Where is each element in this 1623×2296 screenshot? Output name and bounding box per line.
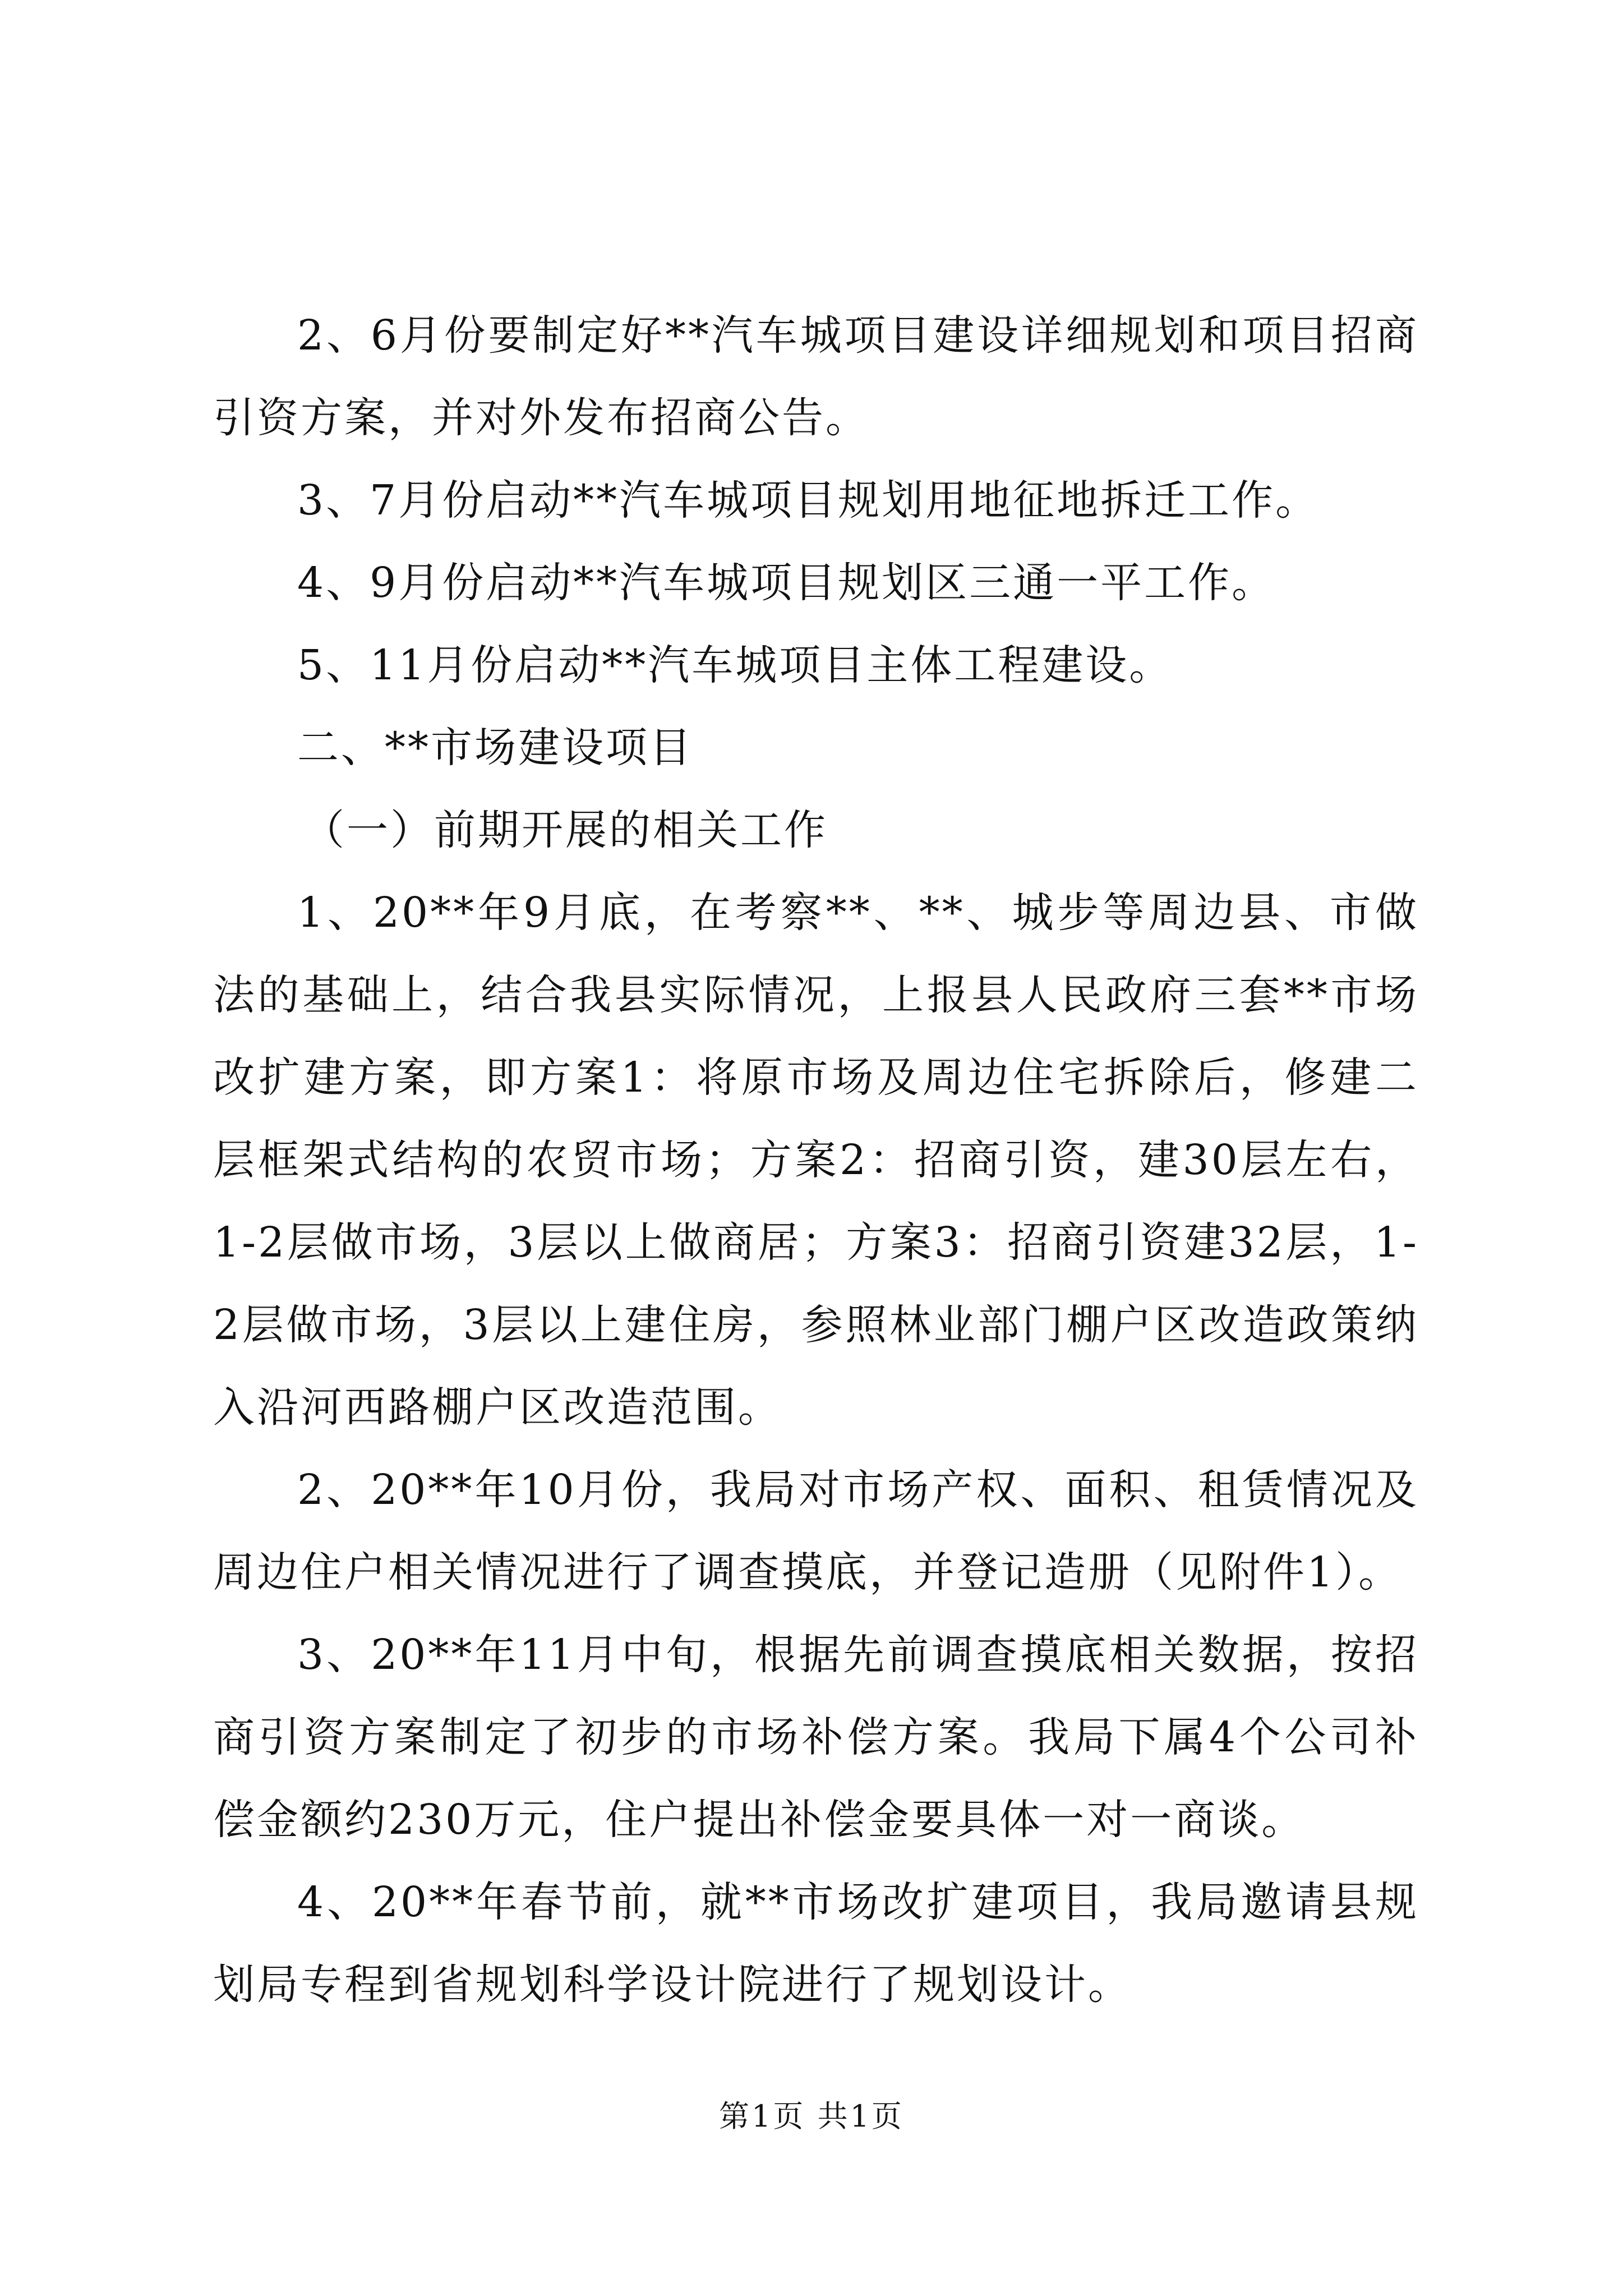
paragraph-item-3: 3、7月份启动**汽车城项目规划用地征地拆迁工作。 xyxy=(297,476,1320,524)
paragraph-market-4: 4、20**年春节前，就**市场改扩建项目，我局邀请县规划局专程到省规划科学设计院进行了规划设计。 xyxy=(213,1878,1419,2009)
section-heading-market: 二、**市场建设项目 xyxy=(297,724,693,772)
paragraph-item-2: 2、6月份要制定好**汽车城项目建设详细规划和项目招商引资方案，并对外发布招商公告。 xyxy=(213,311,1419,442)
paragraph-market-1: 1、20**年9月底，在考察**、**、城步等周边县、市做法的基础上，结合我县实际情况，上报县人民政府三套**市场改扩建方案，即方案1：将原市场及周边住宅拆除后，修建二层框架式结构的农贸市场；方案2：招商引资，建30层左右，1-2层做市场，3层以上做商居；方案3：招商引资建32层，1-2层做市场，3层以上建住房，参照林业部门棚户区改造政策纳入沿河西路棚户区改造范围。 xyxy=(213,889,1419,1432)
paragraph-item-4: 4、9月份启动**汽车城项目规划区三通一平工作。 xyxy=(297,559,1276,607)
paragraph-market-3: 3、20**年11月中旬，根据先前调查摸底相关数据，按招商引资方案制定了初步的市场补偿方案。我局下属4个公司补偿金额约230万元，住户提出补偿金要具体一对一商谈。 xyxy=(213,1631,1419,1844)
paragraph-market-2: 2、20**年10月份，我局对市场产权、面积、租赁情况及周边住户相关情况进行了调查摸底，并登记造册（见附件1）。 xyxy=(213,1466,1419,1596)
paragraph-item-5: 5、11月份启动**汽车城项目主体工程建设。 xyxy=(297,641,1173,689)
page-footer: 第1页 共1页 xyxy=(719,2099,904,2134)
document-body xyxy=(213,295,1419,2026)
subsection-heading-early-work: （一）前期开展的相关工作 xyxy=(303,806,828,854)
